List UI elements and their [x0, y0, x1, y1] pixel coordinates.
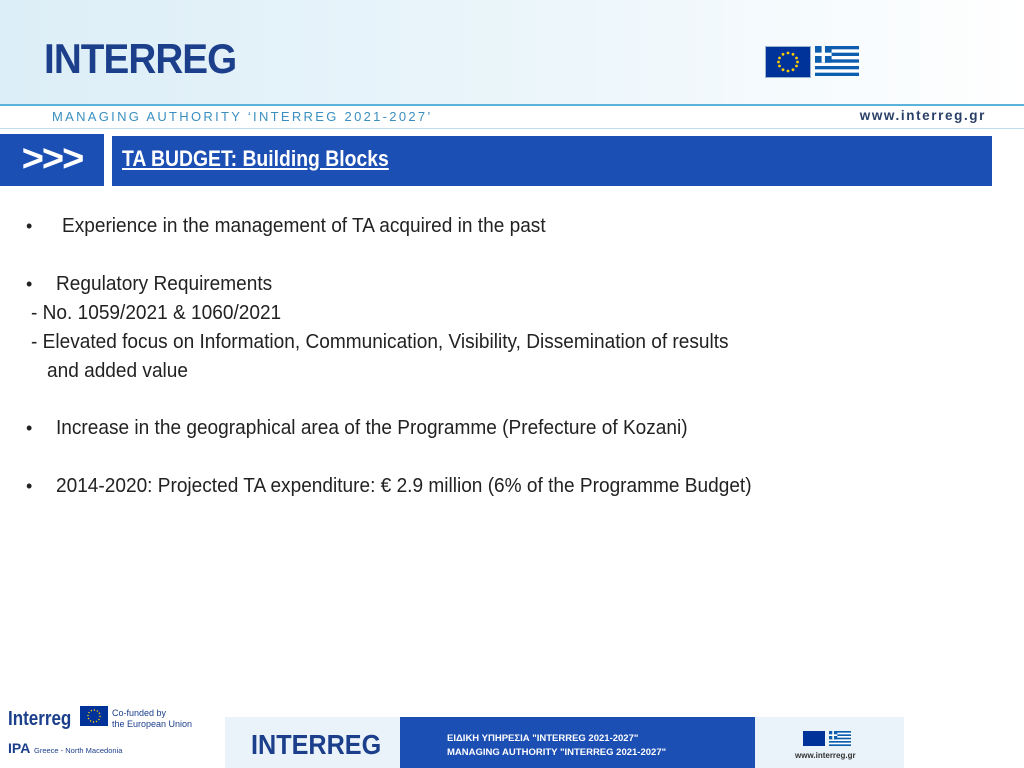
footer-banner-logo: INTERREG — [251, 729, 382, 760]
website-link[interactable]: www.interreg.gr — [859, 108, 986, 123]
footer-interreg-logo: Interreg — [8, 708, 72, 730]
ipa-logo: IPA — [8, 740, 31, 756]
bullet-geographical: Increase in the geographical area of the Programme (Prefecture of Kozani) — [56, 416, 688, 439]
greek-flag-icon — [815, 46, 859, 76]
bullet-marker: • — [26, 418, 33, 438]
footer-banner-greek-flag-icon — [829, 731, 851, 746]
sub-item-focus: - Elevated focus on Information, Communication, Visibility, Dissemination of results — [31, 330, 729, 353]
header — [0, 0, 1024, 104]
title-bar — [112, 136, 992, 186]
footer-banner-eu-flag-icon — [803, 731, 825, 746]
footer-banner-logo-box — [225, 717, 400, 768]
header-divider-thin — [0, 128, 1024, 129]
bullet-marker: • — [26, 274, 33, 294]
footer-banner-english: MANAGING AUTHORITY "INTERREG 2021-2027" — [447, 747, 667, 758]
bullet-regulatory: Regulatory Requirements — [56, 272, 273, 295]
sub-item-regulations: - No. 1059/2021 & 1060/2021 — [31, 301, 282, 324]
managing-authority-label: MANAGING AUTHORITY ‘INTERREG 2021-2027’ — [52, 109, 433, 124]
cofunded-label — [112, 708, 192, 730]
programme-region: Greece - North Macedonia — [34, 746, 123, 755]
footer-banner-greek: ΕΙΔΙΚΗ ΥΠΗΡΕΣΙΑ "INTERREG 2021-2027" — [447, 733, 639, 744]
footer-banner-website[interactable]: www.interreg.gr — [795, 751, 856, 760]
header-divider — [0, 104, 1024, 106]
bullet-experience: Experience in the management of TA acquired in the past — [62, 214, 546, 237]
bullet-marker: • — [26, 476, 33, 496]
bullet-marker: • — [26, 216, 33, 236]
footer-eu-flag-icon — [80, 706, 108, 726]
footer-banner-flags — [755, 717, 904, 768]
interreg-logo: INTERREG — [44, 35, 237, 82]
slide-title[interactable]: TA BUDGET: Building Blocks — [122, 146, 389, 171]
eu-flag-icon — [765, 46, 811, 78]
cofunded-line2: the European Union — [112, 719, 193, 729]
footer-banner — [225, 717, 904, 768]
footer-programme-logo — [0, 700, 220, 768]
bullet-expenditure: 2014-2020: Projected TA expenditure: € 2.9 million (6% of the Programme Budget) — [56, 474, 752, 497]
sub-item-focus-cont: and added value — [47, 359, 188, 382]
cofunded-line1: Co-funded by — [112, 708, 167, 718]
section-arrows: >>> — [0, 134, 104, 186]
